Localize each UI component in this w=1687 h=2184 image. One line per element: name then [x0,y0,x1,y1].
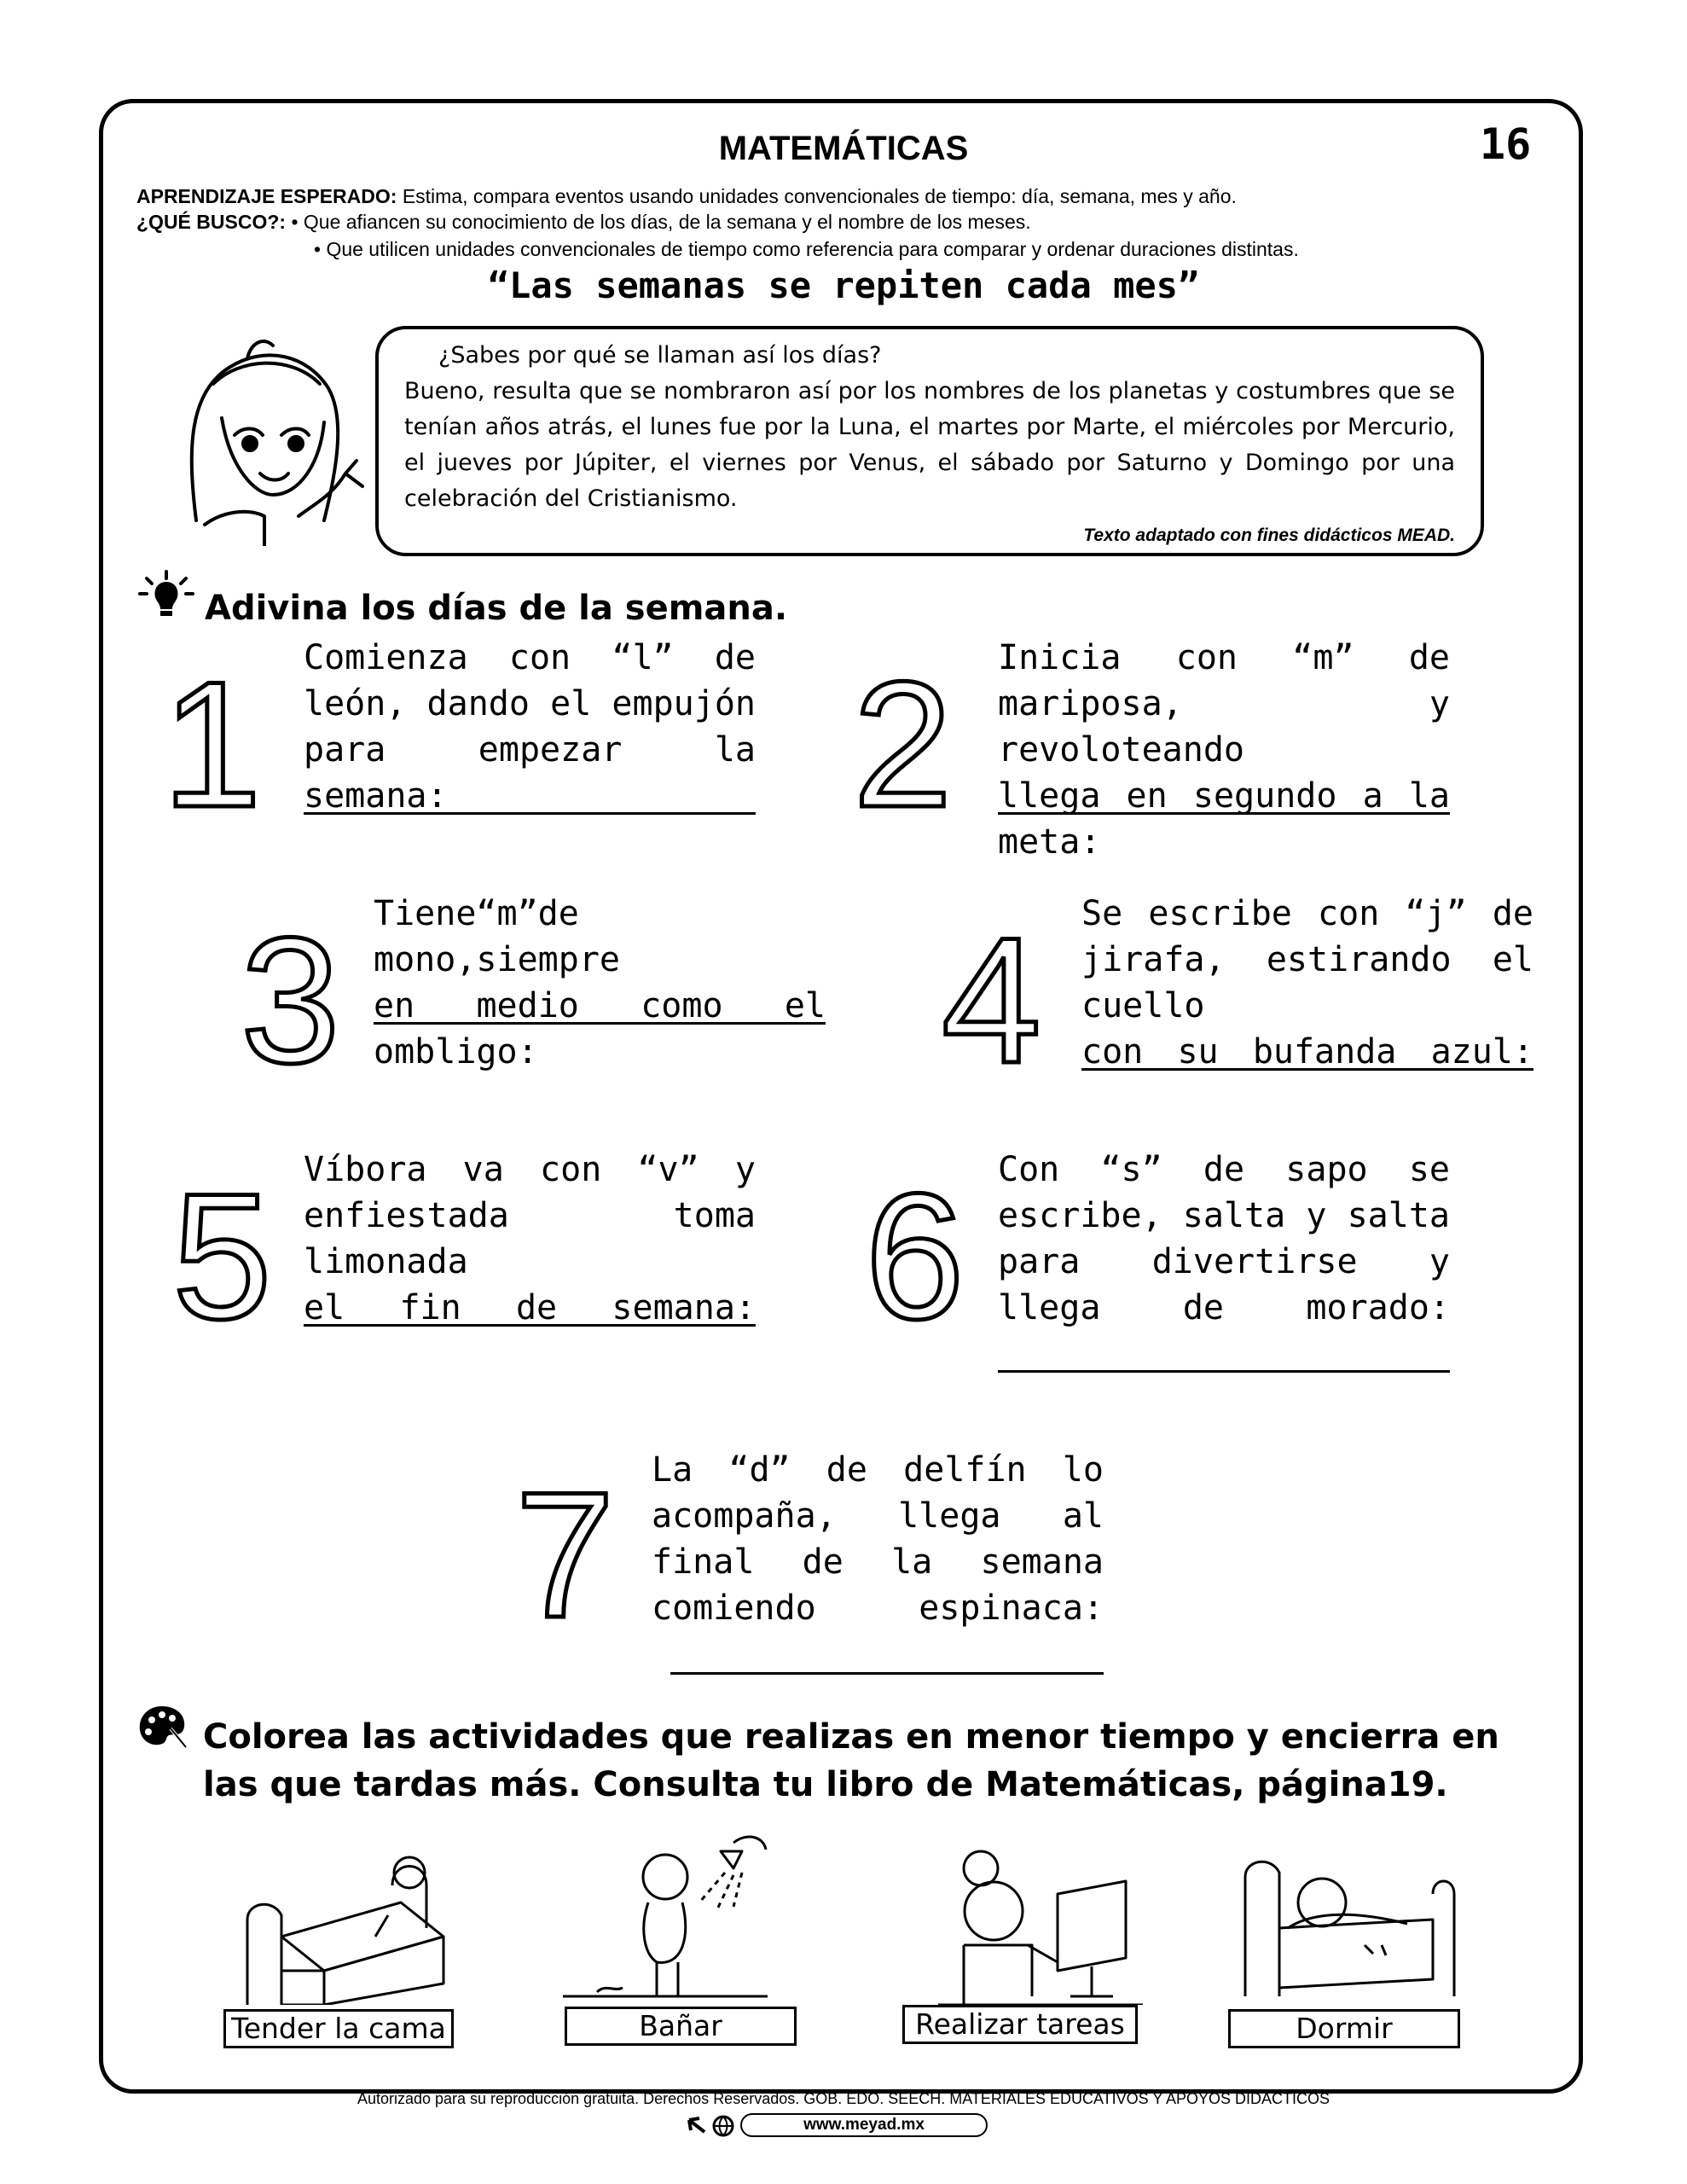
page-title: MATEMÁTICAS [718,130,969,167]
lesson-subtitle: “Las semanas se repiten cada mes” [487,264,1200,306]
learning-text: Estima, compara eventos usando unidades convencionales de tiempo: día, semana, mes y año. [397,185,1237,207]
section1-title: Adivina los días de la semana. [205,589,788,628]
footer-text: Autorizado para su reproducción gratuita. Derechos Reservados. GOB. EDO. SEECH. MATERIALES EDUCATIVOS Y APOYOS DIDÁCTICOS [357,2090,1330,2107]
number-6-outline [861,1143,1006,1339]
info-box [375,326,1484,556]
riddle-line: en medio como el ombligo: [374,986,826,1072]
riddle-line: comiendo espinaca: [652,1589,1104,1628]
number-4-outline [938,887,1083,1083]
svg-text:7: 7 [515,1455,615,1638]
page-number: 16 [1480,119,1532,169]
riddle-line: Se escribe con “j” de [1081,894,1533,933]
answer-line-1[interactable] [304,812,756,815]
info-source: Texto adaptado con fines didácticos MEAD. [1083,526,1455,545]
number-1-outline [154,631,281,828]
riddle-5 [304,1147,756,1331]
palette-icon [136,1703,188,1751]
answer-line-3[interactable] [374,1022,826,1025]
riddle-line: Con “s” de sapo se [998,1150,1450,1189]
riddle-line: Inicia con “m” de [998,638,1450,677]
seek-line-1 [136,208,1031,235]
riddle-7 [652,1447,1104,1631]
riddle-line: con su bufanda azul: [1081,1032,1533,1072]
activity-label-sleep[interactable]: Dormir [1228,2009,1460,2048]
answer-line-5[interactable] [304,1324,756,1327]
section2-title [203,1713,1499,1809]
make-bed-illustration [230,1834,461,2005]
seek-item-1: • Que afiancen su conocimiento de los días, de la semana y el nombre de los meses. [286,211,1031,233]
pointer-icon [686,2113,737,2139]
riddle-line: acompaña, llega al [652,1496,1104,1536]
svg-text:1: 1 [162,644,262,828]
activity-label-make-bed[interactable]: Tender la cama [223,2009,454,2048]
svg-text:4: 4 [942,900,1041,1083]
activity-label-bath[interactable]: Bañar [565,2007,797,2046]
riddle-line: Comienza con “l” de [304,638,756,677]
riddle-line: enfiestada toma limonada [304,1196,756,1281]
number-2-outline [853,631,998,828]
svg-text:6: 6 [865,1156,965,1339]
answer-line-6[interactable] [998,1370,1450,1373]
lightbulb-icon [136,570,196,621]
info-question: ¿Sabes por qué se llaman así los días? [438,342,882,369]
number-5-outline [169,1143,314,1339]
seek-item-2: • Que utilicen unidades convencionales de tiempo como referencia para comparar y ordenar duraciones distintas. [314,238,1299,260]
shower-illustration [563,1826,785,2005]
answer-line-2[interactable] [998,812,1450,815]
riddle-line: el fin de semana: [304,1288,756,1327]
learning-label: APRENDIZAJE ESPERADO: [136,185,397,207]
section2-title-line1: Colorea las actividades que realizas en menor tiempo y encierra en [203,1717,1499,1757]
riddle-line: para divertirse y [998,1242,1450,1281]
section2-title-line2: las que tardas más. Consulta tu libro de Matemáticas, página19. [203,1765,1448,1804]
info-body: Bueno, resulta que se nombraron así por los nombres de los planetas y costumbres que se tenían años atrás, el lunes fue por la Luna, el martes por Marte, el miércoles por Mercurio, el jueves por Júpiter, el viernes por Venus, el sábado por Saturno y Domingo por una celebración del Cristianismo. [404,378,1455,512]
riddle-line: mariposa, y revoloteando [998,684,1450,770]
riddle-line: escribe, salta y salta [998,1196,1450,1235]
riddle-line: para empezar la semana: [304,730,756,816]
answer-line-7[interactable] [670,1672,1104,1675]
riddle-6 [998,1147,1450,1331]
riddle-line: llega en segundo a la meta: [998,776,1450,862]
seek-label: ¿QUÉ BUSCO?: [136,211,287,233]
girl-character-illustration [162,324,367,546]
riddle-line: jirafa, estirando el cuello [1081,940,1533,1025]
riddle-2 [998,635,1450,865]
riddle-line: final de la semana [652,1542,1104,1582]
riddle-line: león, dando el empujón [304,684,756,723]
website-link[interactable]: www.meyad.mx [740,2113,988,2137]
riddle-line: Tiene“m”de mono,siempre [374,894,620,979]
number-3-outline [237,887,382,1083]
svg-text:5: 5 [172,1156,272,1339]
svg-text:3: 3 [241,900,340,1083]
riddle-line: llega de morado: [998,1288,1450,1327]
activity-label-homework[interactable]: Realizar tareas [902,2005,1138,2044]
learning-objective [136,183,1237,210]
homework-illustration [930,1834,1151,2005]
riddle-line: La “d” de delfín lo [652,1450,1104,1490]
sleep-illustration [1237,1843,1458,1996]
riddle-line: Víbora va con “v” y [304,1150,756,1189]
answer-line-4[interactable] [1081,1068,1533,1071]
riddle-1 [304,635,756,819]
number-7-outline [512,1442,657,1638]
svg-text:2: 2 [853,644,953,828]
riddle-4 [1081,891,1533,1075]
riddle-3 [374,891,826,1075]
